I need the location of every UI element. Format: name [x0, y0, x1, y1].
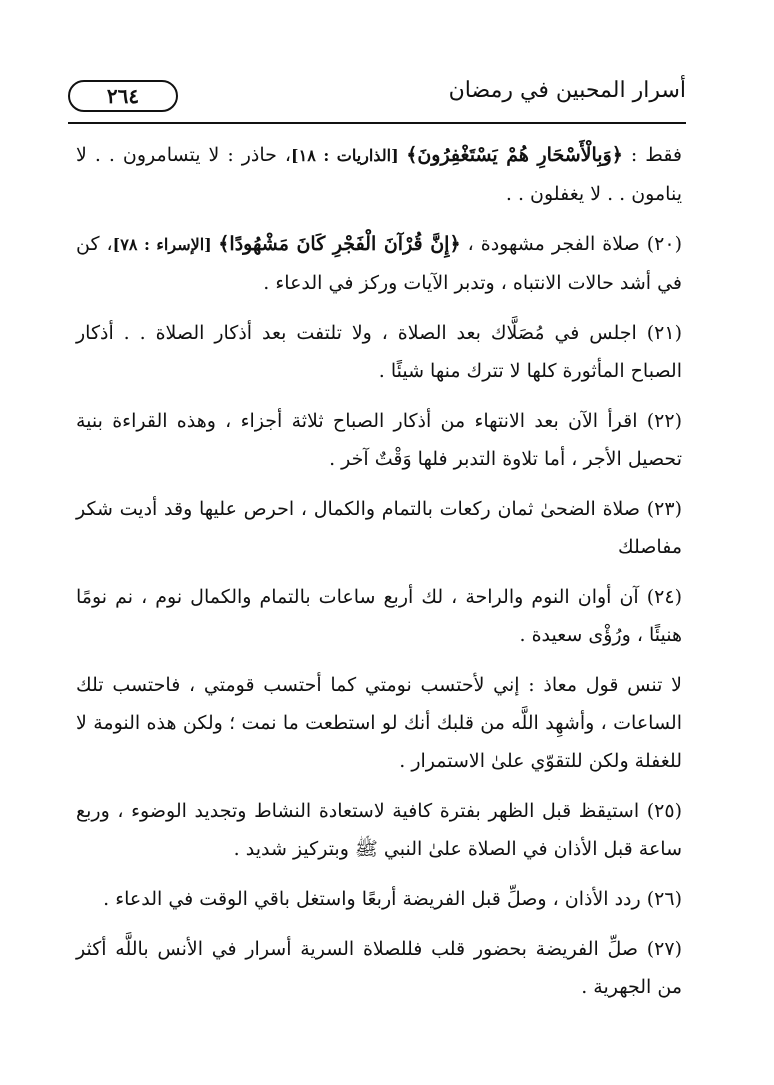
paragraph-p23	[76, 490, 682, 566]
header-divider	[68, 122, 686, 124]
page-number-badge: ٢٦٤	[68, 80, 178, 112]
paragraph-p25	[76, 792, 682, 868]
running-title: أسرار المحبين في رمضان	[448, 78, 686, 103]
paragraph-text: (٢٥) استيقظ قبل الظهر بفترة كافية لاستعادة النشاط وتجديد الوضوء ، وربع ساعة قبل الأذان في الصلاة علىٰ النبي ﷺ وبتركيز شديد .	[76, 800, 682, 860]
quran-verse: ﴿إِنَّ قُرْآنَ الْفَجْرِ كَانَ مَشْهُودًا﴾	[218, 233, 461, 255]
paragraph-text: (٢٣) صلاة الضحىٰ ثمان ركعات بالتمام والكمال ، احرص عليها وقد أديت شكر مفاصلك	[76, 498, 682, 558]
paragraph-p26	[76, 880, 682, 918]
paragraph-p19-cont	[76, 136, 682, 213]
paragraph-p-muadh	[76, 666, 682, 780]
paragraph-text: فقط :	[622, 144, 683, 166]
page-header	[68, 74, 686, 120]
paragraph-p24	[76, 578, 682, 654]
quran-verse: ﴿وَبِالْأَسْحَارِ هُمْ يَسْتَغْفِرُونَ﴾	[406, 144, 623, 166]
paragraph-p20	[76, 225, 682, 302]
verse-reference: [الذاريات : ١٨]	[291, 146, 407, 165]
verse-reference: [الإسراء : ٧٨]	[112, 235, 219, 254]
paragraph-text: (٢٦) ردد الأذان ، وصلِّ قبل الفريضة أربعًا واستغل باقي الوقت في الدعاء .	[103, 888, 682, 910]
paragraph-text: (٢٢) اقرأ الآن بعد الانتهاء من أذكار الصباح ثلاثة أجزاء ، وهذه القراءة بنية تحصيل الأجر ، أما تلاوة التدبر فلها وَقْتٌ آخر .	[76, 410, 682, 470]
paragraph-p27	[76, 930, 682, 1006]
paragraph-text: (٢٠) صلاة الفجر مشهودة ،	[460, 233, 682, 255]
paragraph-text: ، كن في أشد حالات الانتباه ، وتدبر الآيات وركز في الدعاء .	[76, 233, 682, 294]
paragraph-text: (٢١) اجلس في مُصَلَّاك بعد الصلاة ، ولا تلتفت بعد أذكار الصلاة . . أذكار الصباح المأثورة كلها لا تترك منها شيئًا .	[76, 322, 682, 382]
paragraph-text: لا تنس قول معاذ : إني لأحتسب نومتي كما أحتسب قومتي ، فاحتسب تلك الساعات ، وأشهِد اللَّه من قلبك أنك لو استطعت ما نمت ؛ ولكن هذه النومة لا للغفلة ولكن للتقوّي علىٰ الاستمرار .	[76, 674, 682, 772]
paragraph-p22	[76, 402, 682, 478]
paragraph-text: (٢٧) صلِّ الفريضة بحضور قلب فللصلاة السرية أسرار في الأنس باللَّه أكثر من الجهرية .	[76, 938, 682, 998]
paragraph-text: (٢٤) آن أوان النوم والراحة ، لك أربع ساعات بالتمام والكمال نوم ، نم نومًا هنيئًا ، ورُؤْى سعيدة .	[76, 586, 682, 646]
paragraph-text: ، حاذر : لا يتسامرون . . لا ينامون . . لا يغفلون . .	[76, 144, 682, 205]
paragraph-p21	[76, 314, 682, 390]
page-body	[76, 136, 682, 1018]
